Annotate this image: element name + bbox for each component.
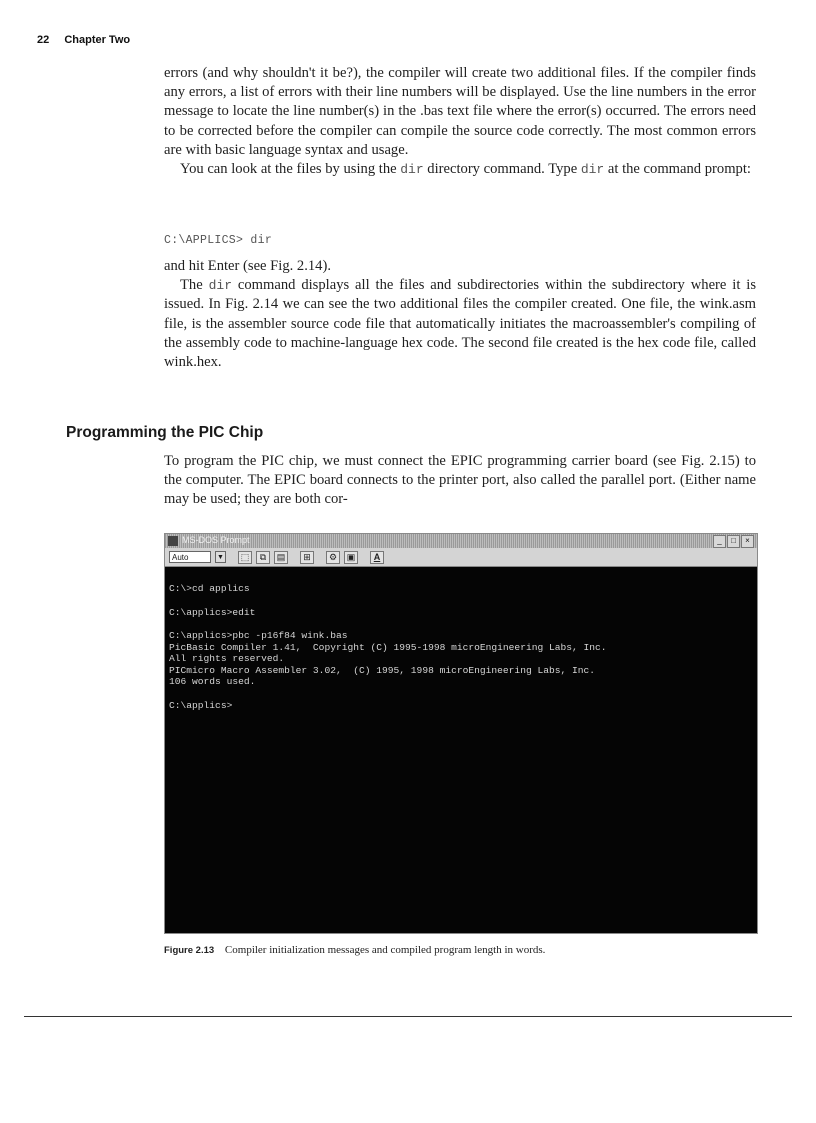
properties-icon[interactable]: ⚙ xyxy=(326,551,340,564)
inline-code-dir-3: dir xyxy=(208,278,232,294)
console-line: PicBasic Compiler 1.41, Copyright (C) 1995-1998 microEngineering Labs, Inc. xyxy=(169,641,607,653)
paragraph-2 xyxy=(164,160,756,179)
paragraph-2-text-b: directory command. Type xyxy=(423,161,581,178)
fullscreen-icon[interactable]: ⊞ xyxy=(300,551,314,564)
figure-caption xyxy=(164,944,545,956)
msdos-icon xyxy=(168,536,178,546)
console-line: C:\applics>pbc -p16f84 wink.bas xyxy=(169,630,348,641)
close-button[interactable]: × xyxy=(741,535,754,548)
paragraph-4 xyxy=(164,276,756,372)
copy-icon[interactable]: ⧉ xyxy=(256,551,270,564)
paragraph-1-rest: If the compiler finds any errors, a list of errors with their line numbers will be displayed. Use the line numbers in the error message to locate the line number(s) in the .bas text file where the error(s) occurred. The errors need to be corrected before the compiler can compile the source code correctly. The most common errors are with basic language syntax and usage. xyxy=(164,65,756,158)
paragraph-1 xyxy=(164,64,756,160)
paste-icon[interactable]: ▤ xyxy=(274,551,288,564)
dos-prompt-window xyxy=(164,533,758,934)
page-bottom-rule xyxy=(24,1016,792,1017)
figure-label: Figure 2.13 xyxy=(164,945,215,956)
console-line: PICmicro Macro Assembler 3.02, (C) 1995, 1998 microEngineering Labs, Inc. xyxy=(169,664,596,676)
font-button[interactable]: A xyxy=(370,551,384,564)
background-icon[interactable]: ▣ xyxy=(344,551,358,564)
body-text-middle xyxy=(164,257,756,372)
paragraph-5: To program the PIC chip, we must connect the EPIC programming carrier board (see Fig. 2.15) to the computer. The EPIC board connects to the printer port, also called the parallel port. (Either name may be used; they are both cor- xyxy=(164,453,756,508)
minimize-button[interactable]: _ xyxy=(713,535,726,548)
paragraph-4-text-a: The xyxy=(180,277,209,294)
paragraph-3: and hit Enter (see Fig. 2.14). xyxy=(164,258,331,274)
body-text-bottom xyxy=(164,452,756,510)
mark-icon[interactable]: ⬚ xyxy=(238,551,252,564)
running-head xyxy=(37,34,130,46)
paragraph-1-line-1: errors (and why shouldn't it be?), the compiler will create two additional files. xyxy=(164,65,630,81)
dos-titlebar xyxy=(165,534,757,548)
figure-caption-text: Compiler initialization messages and compiled program length in words. xyxy=(224,944,546,956)
body-text-top xyxy=(164,64,756,179)
console-line: All rights reserved. xyxy=(169,653,285,664)
inline-code-dir-2: dir xyxy=(580,162,605,178)
chapter-title: Chapter Two xyxy=(64,34,131,46)
inline-code-dir-1: dir xyxy=(400,162,424,178)
console-line: C:\>cd applics xyxy=(169,583,250,594)
console-line: C:\applics>edit xyxy=(169,606,256,618)
section-heading: Programming the PIC Chip xyxy=(66,424,264,441)
dos-toolbar xyxy=(165,548,757,567)
dos-console[interactable] xyxy=(165,567,757,933)
window-controls xyxy=(713,535,754,548)
dos-window-title: MS-DOS Prompt xyxy=(182,535,250,545)
font-size-select[interactable]: Auto xyxy=(169,551,211,563)
paragraph-4-text-b: command displays all the files and subdirectories within the subdirectory where it is issued. In Fig. 2.14 we can see the two additional files the compiler created. One file, the wink.asm file, is the assembler source code file that automatically initiates the macroassembler's compiling of the assembly code to machine-language hex code. The second file created is the hex code file, called wink.hex. xyxy=(164,277,757,371)
command-line-example: C:\APPLICS> dir xyxy=(164,234,273,247)
paragraph-2-text-a: You can look at the files by using the xyxy=(180,161,401,178)
console-prompt: C:\applics> xyxy=(169,699,233,711)
chevron-down-icon[interactable]: ▼ xyxy=(215,551,226,563)
paragraph-2-text-c: at the command prompt: xyxy=(604,161,751,178)
console-line: 106 words used. xyxy=(169,676,256,687)
maximize-button[interactable]: □ xyxy=(727,535,740,548)
page-number: 22 xyxy=(37,34,50,46)
